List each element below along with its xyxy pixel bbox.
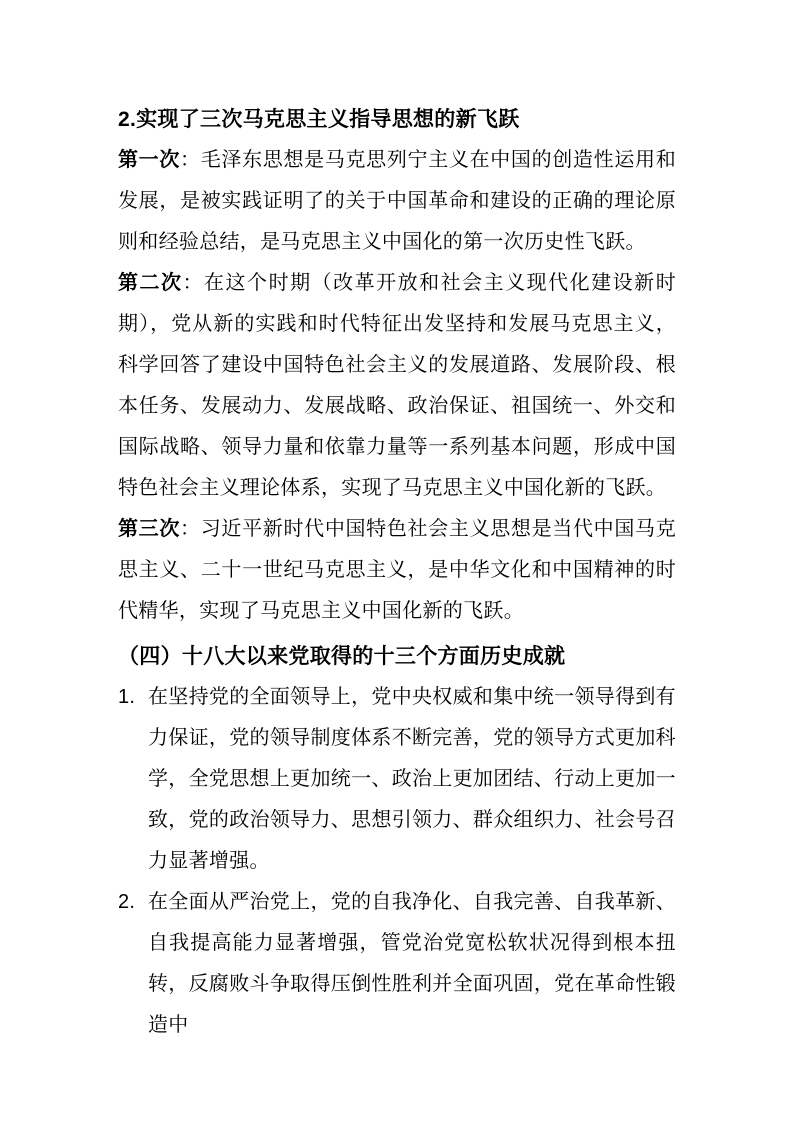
document-content	[118, 99, 676, 1046]
paragraph-lead: 第二次	[118, 272, 183, 294]
list-item-text: 在坚持党的全面领导上，党中央权威和集中统一领导得到有力保证，党的领导制度体系不断完善，党的领导方式更加科学，全党思想上更加统一、政治上更加团结、行动上更加一致，党的政治领导力、思想引领力、群众组织力、社会号召力显著增强。	[148, 686, 676, 872]
paragraph-text: 毛泽东思想是马克思列宁主义在中国的创造性运用和发展，是被实践证明了的关于中国革命和建设的正确的理论原则和经验总结，是马克思主义中国化的第一次历史性飞跃。	[118, 149, 676, 253]
paragraph-second-leap	[118, 263, 676, 509]
section-heading-2: （四）十八大以来党取得的十三个方面历史成就	[118, 645, 566, 668]
list-item	[118, 882, 676, 1046]
paragraph-lead: 第一次	[118, 149, 181, 171]
list-item	[118, 677, 676, 882]
paragraph-separator: ：	[180, 518, 201, 540]
paragraph-separator: ：	[182, 272, 205, 294]
paragraph-text: 习近平新时代中国特色社会主义思想是当代中国马克思主义、二十一世纪马克思主义，是中华文化和中国精神的时代精华，实现了马克思主义中国化新的飞跃。	[118, 518, 676, 622]
list-item-number: 2.	[118, 891, 136, 913]
paragraph-lead: 第三次	[118, 518, 181, 540]
list-item-text: 在全面从严治党上，党的自我净化、自我完善、自我革新、自我提高能力显著增强，管党治党宽松软状况得到根本扭转，反腐败斗争取得压倒性胜利并全面巩固，党在革命性锻造中	[148, 891, 676, 1036]
section-heading-1: 2.实现了三次马克思主义指导思想的新飞跃	[118, 108, 520, 131]
list-item-number: 1.	[118, 686, 136, 708]
paragraph-third-leap	[118, 509, 676, 632]
paragraph-separator: ：	[180, 149, 201, 171]
paragraph-text: 在这个时期（改革开放和社会主义现代化建设新时期），党从新的实践和时代特征出发坚持和发展马克思主义，科学回答了建设中国特色社会主义的发展道路、发展阶段、根本任务、发展动力、发展战略、政治保证、祖国统一、外交和国际战略、领导力量和依靠力量等一系列基本问题，形成中国特色社会主义理论体系，实现了马克思主义中国化新的飞跃。	[118, 272, 676, 499]
paragraph-first-leap	[118, 140, 676, 263]
achievements-list	[118, 677, 676, 1046]
